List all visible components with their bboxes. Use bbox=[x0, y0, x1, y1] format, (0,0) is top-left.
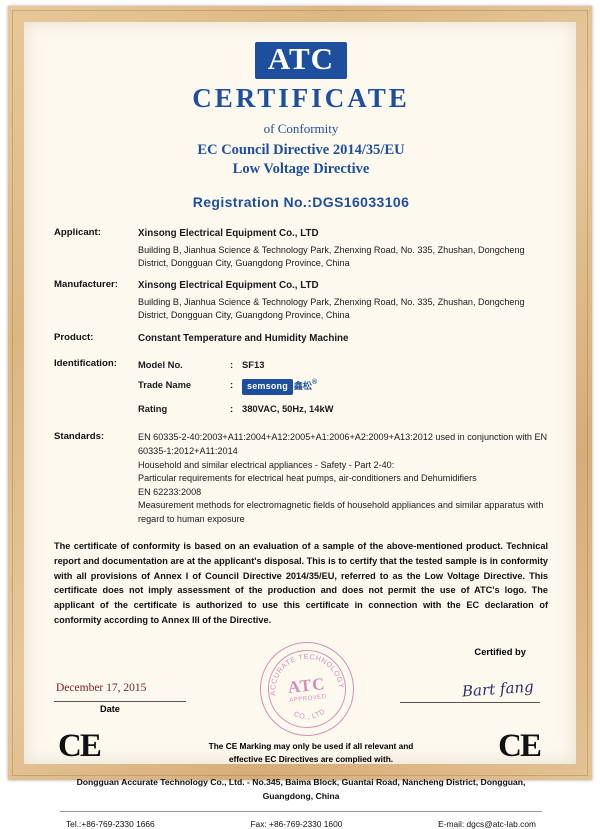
footer-tel: Tel.:+86-769-2330 1666 bbox=[66, 818, 155, 829]
trade-name-colon: : bbox=[230, 379, 234, 391]
directive-line-1: EC Council Directive 2014/35/EU bbox=[197, 141, 405, 158]
applicant-address: Building B, Jianhua Science & Technology Park, Zhenxing Road, No. 335, Zhushan, Dongcheng District, Dongguan City, Guangdong Province, China bbox=[138, 244, 525, 268]
issue-date: December 17, 2015 bbox=[56, 682, 147, 695]
table-row bbox=[138, 378, 548, 401]
stamp-center-text: ATC bbox=[286, 674, 327, 698]
declaration-text: The certificate of conformity is based on an evaluation of a sample of the above-mentioned product. Technical report and documentation are at the applicant's disposal. This is to certify that the tested sample is in conformity with all provisions of Annex I of Council Directive 2014/35/EU, referred to as the Low Voltage Directive. This certificate does not imply assessment of the production and does not permit the use of ATC's logo. The applicant of the certificate is authorized to use this certificate in connection with the EC declaration of conformity according to Annex III of the Directive. bbox=[54, 540, 548, 626]
certificate-subtitle: of Conformity bbox=[263, 120, 339, 136]
rating-key: Rating bbox=[138, 402, 168, 414]
applicant-name: Xinsong Electrical Equipment Co., LTD bbox=[138, 227, 319, 239]
footer-divider bbox=[60, 811, 542, 812]
certificate-paper bbox=[24, 22, 576, 829]
stamp-approved-text: APPROVED bbox=[289, 694, 327, 705]
model-no-key: Model No. bbox=[138, 358, 183, 370]
semsong-logo: semsong bbox=[242, 379, 293, 395]
ce-mark-right-icon: CE bbox=[498, 728, 540, 765]
signature-text: Bart fang bbox=[461, 677, 535, 701]
field-applicant bbox=[54, 227, 548, 271]
standard-line: Household and similar electrical appliances - Safety - Part 2-40: bbox=[138, 459, 395, 470]
date-line bbox=[54, 701, 186, 702]
trade-name-value bbox=[242, 378, 548, 401]
footer-address-line-1: Dongguan Accurate Technology Co., Ltd. - No.345, Baima Block, Guantai Road, Nancheng District, Dongguan, bbox=[76, 777, 526, 788]
svg-text:ACCURATE TECHNOLOGY: ACCURATE TECHNOLOGY bbox=[268, 652, 347, 697]
standard-line: Particular requirements for electrical heat pumps, air-conditioners and Dehumidifiers bbox=[138, 473, 477, 484]
identification-table bbox=[138, 358, 548, 422]
footer-address bbox=[54, 776, 548, 803]
signature-line bbox=[400, 702, 540, 703]
standard-line: EN 60335-2-40:2003+A11:2004+A12:2005+A1:2006+A2:2009+A13:2012 used in conjunction with EN 60335-1:2012+A11:2014 bbox=[138, 432, 548, 456]
footer-contact bbox=[54, 819, 548, 829]
manufacturer-label: Manufacturer: bbox=[54, 279, 118, 291]
ce-note-line-1: The CE Marking may only be used if all relevant and bbox=[208, 741, 414, 752]
model-no-value: SF13 bbox=[242, 358, 265, 370]
directive-line-2: Low Voltage Directive bbox=[232, 160, 370, 177]
date-label: Date bbox=[100, 704, 120, 715]
manufacturer-address: Building B, Jianhua Science & Technology Park, Zhenxing Road, No. 335, Zhushan, Dongcheng District, Dongguan City, Guangdong Province, China bbox=[138, 297, 525, 321]
footer-email[interactable]: E-mail: dgcs@atc-lab.com bbox=[438, 818, 536, 829]
product-value: Constant Temperature and Humidity Machine bbox=[138, 332, 349, 344]
svg-text:CO., LTD: CO., LTD bbox=[292, 706, 328, 722]
standards-label: Standards: bbox=[54, 431, 105, 443]
ce-note bbox=[194, 740, 428, 765]
field-manufacturer bbox=[54, 279, 548, 323]
product-label: Product: bbox=[54, 331, 94, 343]
registered-mark-icon: ® bbox=[311, 379, 318, 387]
standard-line: EN 62233:2008 bbox=[138, 486, 202, 497]
certified-by-label: Certified by bbox=[474, 646, 526, 658]
rating-colon: : bbox=[230, 402, 234, 414]
footer-fax: Fax: +86-769-2330 1600 bbox=[250, 818, 343, 829]
signature-area bbox=[54, 646, 548, 726]
footer-address-line-2: Guangdong, China bbox=[262, 790, 340, 801]
registration-number: Registration No.:DGS16033106 bbox=[192, 193, 410, 210]
atc-logo-text: ATC bbox=[255, 42, 347, 79]
approval-stamp-icon bbox=[255, 638, 358, 741]
trade-name-key: Trade Name bbox=[138, 379, 192, 391]
table-row bbox=[138, 402, 548, 423]
page-title: CERTIFICATE bbox=[192, 82, 410, 113]
certificate-frame bbox=[8, 6, 592, 829]
ce-note-line-2: effective EC Directives are complied with. bbox=[228, 753, 394, 764]
field-standards bbox=[54, 431, 548, 526]
certificate-fields bbox=[54, 227, 548, 527]
rating-value: 380VAC, 50Hz, 14kW bbox=[242, 402, 334, 414]
identification-label: Identification: bbox=[54, 357, 117, 369]
semsong-chinese: 鑫松 bbox=[293, 380, 312, 391]
manufacturer-name: Xinsong Electrical Equipment Co., LTD bbox=[138, 280, 319, 292]
table-row bbox=[138, 358, 548, 379]
field-product bbox=[54, 332, 548, 349]
standard-line: Measurement methods for electromagnetic fields of household appliances and similar apparatus with regard to human exposure bbox=[138, 500, 544, 525]
atc-logo bbox=[54, 42, 548, 79]
applicant-label: Applicant: bbox=[54, 226, 101, 238]
model-no-colon: : bbox=[230, 358, 234, 370]
ce-mark-left-icon: CE bbox=[58, 728, 100, 765]
ce-mark-row bbox=[54, 728, 548, 774]
field-identification bbox=[54, 358, 548, 422]
